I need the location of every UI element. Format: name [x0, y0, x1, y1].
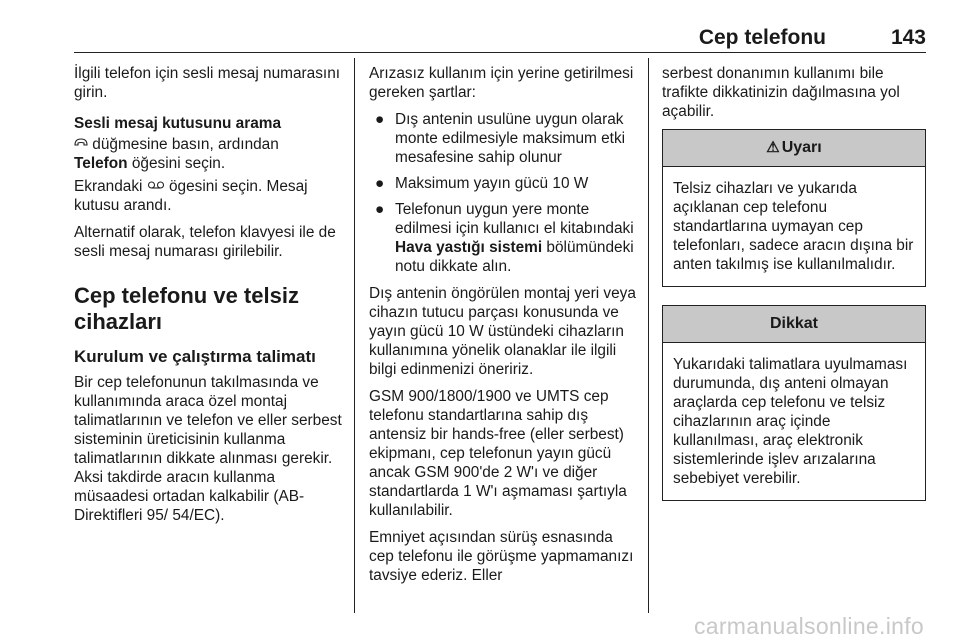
caution-box	[662, 305, 926, 501]
header-divider	[74, 52, 926, 53]
caution-text: Yukarıdaki talimatlara uyulmaması durumunda, dış anteni olmayan araçlarda cep telefonu ve telsiz cihazlarının araç içinde kullanılması, araç elektronik sistemlerinde işlev arızalarına sebebiyet verebilir.	[673, 356, 908, 487]
column-3	[662, 64, 926, 501]
airbag-reference: Hava yastığı sistemi	[395, 239, 543, 256]
screen-instruction	[74, 177, 344, 215]
column-2	[369, 64, 636, 593]
page-header-title: Cep telefonu	[698, 26, 826, 49]
voicemail-icon	[147, 177, 165, 196]
subsection-title: Kurulum ve çalıştırma talimatı	[74, 347, 316, 366]
warning-text: Telsiz cihazları ve yukarıda açıklanan cep telefonu standartlarına uymayan cep telefonları, sadece aracın dışına bir anten takılmış ise kullanılmalıdır.	[673, 180, 914, 273]
screen-text-a: Ekrandaki	[74, 178, 147, 195]
caution-title: Dikkat	[663, 306, 925, 343]
conditions-list	[369, 110, 636, 276]
list-item-text: Maksimum yayın gücü 10 W	[395, 175, 589, 192]
list-item-text: Telefonun uygun yere monte edilmesi için kullanıcı el kitabındaki	[395, 201, 634, 237]
voicemail-instruction	[74, 135, 344, 173]
safety-paragraph: Emniyet açısından sürüş esnasında cep telefonu ile görüşme yapmamanızı tavsiye ederiz. Eller	[369, 529, 634, 584]
warning-box	[662, 129, 926, 287]
column-1	[74, 64, 344, 533]
page-number: 143	[890, 26, 926, 49]
voicemail-line1: düğmesine basın, ardından	[88, 136, 279, 153]
intro-text: İlgili telefon için sesli mesaj numarasını girin.	[74, 65, 341, 101]
page-header	[74, 26, 926, 48]
warning-title: Uyarı	[781, 139, 822, 156]
voicemail-line2: öğesini seçin.	[127, 155, 226, 172]
warning-icon: ⚠	[766, 139, 780, 156]
list-item-text: Dış antenin usulüne uygun olarak monte edilmesiyle maksimum etki mesafesine sahip olunur	[395, 111, 626, 166]
continuation-text: serbest donanımın kullanımı bile trafikte dikkatinizin dağılmasına yol açabilir.	[662, 65, 900, 120]
section-title: Cep telefonu ve telsiz cihazları	[74, 283, 299, 334]
list-item-text: bölümündeki notu dikkate alın.	[395, 239, 634, 275]
alternative-text: Alternatif olarak, telefon klavyesi ile de sesli mesaj numarası girilebilir.	[74, 224, 336, 260]
column-divider-2	[648, 58, 649, 613]
antenna-paragraph: Dış antenin öngörülen montaj yeri veya cihazın tutucu parçası konusunda ve yayın gücü 10 W üstündeki cihazların kullanımına yönelik olanaklar ile ilgili bilgi edinmenizi öneririz.	[369, 285, 636, 378]
watermark: carmanualsonline.info	[693, 613, 924, 639]
installation-body: Bir cep telefonunun takılmasında ve kullanımında araca özel montaj talimatlarının ve telefon ve eller serbest sisteminin üreticisinin kullanma talimatlarının dikkate alınması gerekir. Aksi takdirde aracın kullanma müsaadesi ortadan kalkabilir (AB-Direktifleri 95/ 54/EC).	[74, 374, 342, 524]
gsm-paragraph: GSM 900/1800/1900 ve UMTS cep telefonu standartlarına sahip dış antensiz bir hands-free (eller serbest) ekipmanı, cep telefonun yayın gücü ancak GSM 900'de 2 W'ı ve diğer standartlarda 1 W'ı aşmaması şartıyla kullanılabilir.	[369, 388, 627, 519]
column-divider-1	[354, 58, 355, 613]
list-item: ● Telefonun uygun yere monte edilmesi için kullanıcı el kitabındaki Hava yastığı sistemi bölümündeki notu dikkate alın.	[375, 201, 634, 275]
telefon-label: Telefon	[74, 155, 128, 172]
conditions-intro: Arızasız kullanım için yerine getirilmesi gereken şartlar:	[369, 65, 634, 101]
list-item: ● Dış antenin usulüne uygun olarak monte edilmesiyle maksimum etki mesafesine sahip olunur	[375, 111, 626, 166]
phone-icon	[74, 135, 88, 154]
list-item: ● Maksimum yayın gücü 10 W	[375, 175, 589, 192]
voicemail-heading: Sesli mesaj kutusunu arama	[74, 115, 282, 132]
warning-header	[663, 130, 925, 167]
screen-text-b: ögesini seçin. Mesaj kutusu arandı.	[74, 178, 308, 214]
